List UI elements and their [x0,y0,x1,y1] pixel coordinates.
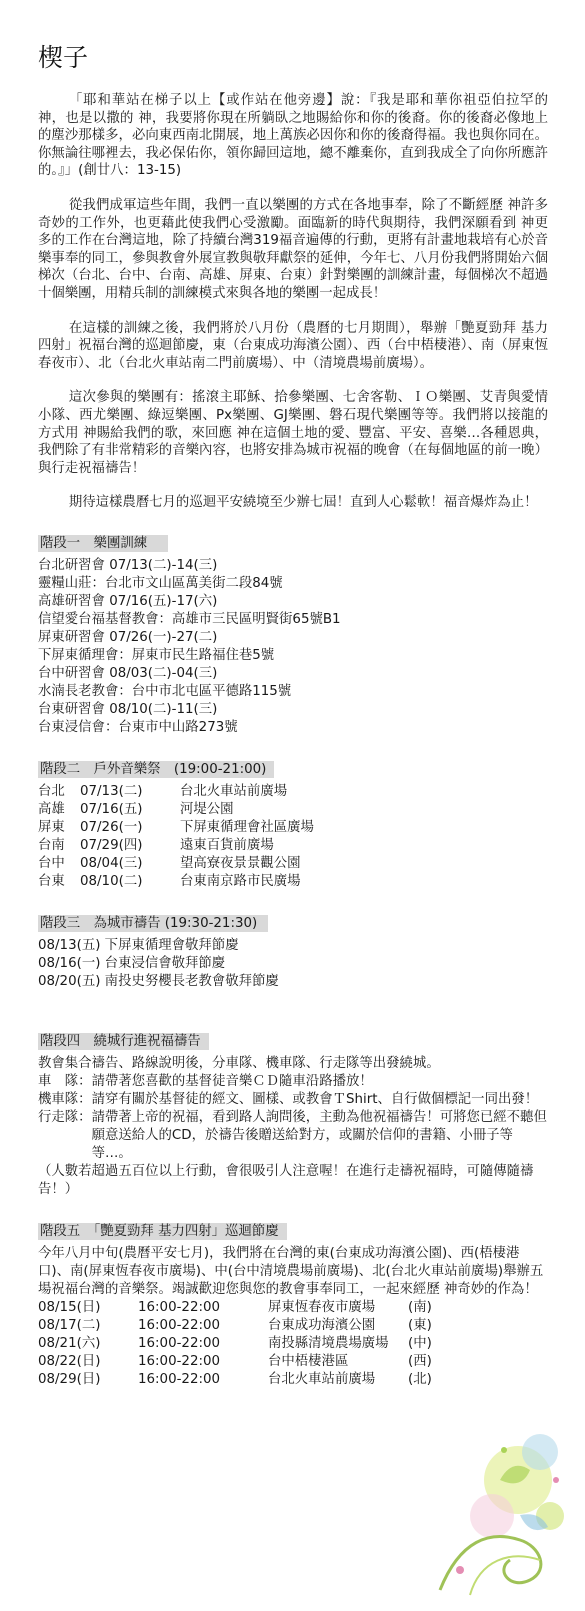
team-label: 車 隊： [38,1073,92,1089]
date-cell: 08/29(日) [38,1371,101,1387]
direction-cell: (南) [408,1299,432,1315]
stage1-heading: 階段一 樂團訓練 [38,535,168,552]
stage5-intro: 今年八月中旬(農曆平安七月)，我們將在台灣的東(台東成功海濱公園)、西(梧棲港口)、南(屏東恆春夜市廣場)、中(台中清境農場前廣場)、北(台北火車站前廣場)舉辦五場祝福台灣的音樂祭。竭誠歡迎您與您的教會事奉同工，一起來經歷 神奇妙的作為！ [38,1245,544,1297]
stage5-heading: 階段五 「艷夏勁拜 基力四射」巡迴節慶 [38,1223,287,1240]
stage4-section [38,1027,548,1199]
table-row [38,1335,432,1353]
stage1-item [38,557,548,593]
place-cell: 河堤公園 [180,801,234,817]
place-cell: 台東成功海濱公園 [268,1317,376,1333]
stage1-item [38,629,548,665]
workshop-date: 屏東研習會 07/26(一)-27(二) [38,629,218,645]
stage2-heading: 階段二 戶外音樂祭 (19:00-21:00) [38,761,274,778]
stage2-section [38,755,548,891]
festival-paragraph: 在這樣的訓練之後，我們將於八月份（農曆的七月期間），舉辦「艷夏勁拜 基力四射」祝福台灣的巡迴節慶，東（台東成功海濱公園）、西（台中梧棲港）、南（屏東恆春夜市）、北（台北火車站南二門前廣場）、中（清境農場前廣場）。 [38,320,548,371]
date-cell: 08/21(六) [38,1335,101,1351]
stage1-item [38,593,548,629]
city-cell: 台北 [38,783,65,799]
time-cell: 16:00-22:00 [138,1353,221,1369]
festival-table [38,1299,432,1389]
date-cell: 07/29(四) [80,837,143,853]
stage3-section [38,909,548,991]
team-label: 機車隊： [38,1091,92,1107]
workshop-venue: 台東浸信會：台東市中山路273號 [38,719,238,735]
stage1-item [38,665,548,701]
workshop-venue: 下屏東循理會：屏東市民生路福住巷5號 [38,647,275,663]
stage3-heading: 階段三 為城市禱告 (19:30-21:30) [38,915,268,932]
table-row [38,1299,432,1317]
table-row [38,855,314,873]
workshop-date: 台北研習會 07/13(二)-14(三) [38,557,218,573]
place-cell: 下屏東循理會社區廣場 [180,819,314,835]
place-cell: 南投縣清境農場廣場 [268,1335,389,1351]
time-cell: 16:00-22:00 [138,1371,221,1387]
date-cell: 08/04(三) [80,855,143,871]
city-cell: 台中 [38,855,65,871]
city-cell: 台南 [38,837,65,853]
date-cell: 08/10(二) [80,873,143,889]
city-cell: 屏東 [38,819,65,835]
page-title: 楔子 [38,43,89,72]
date-cell: 08/15(日) [38,1299,101,1315]
table-row [38,873,314,891]
table-row [38,819,314,837]
stage5-section [38,1217,548,1389]
place-cell: 屏東恆春夜市廣場 [268,1299,376,1315]
time-cell: 16:00-22:00 [138,1299,221,1315]
city-cell: 台東 [38,873,65,889]
workshop-venue: 水湳長老教會：台中市北屯區平德路115號 [38,683,292,699]
date-cell: 08/22(日) [38,1353,101,1369]
team-item [38,1091,548,1109]
place-cell: 台北火車站前廣場 [180,783,288,799]
stage4-note: （人數若超過五百位以上行動，會很吸引人注意喔！在進行走禱祝福時，可隨傳隨禱告！） [38,1163,534,1197]
place-cell: 台東南京路市民廣場 [180,873,301,889]
table-row [38,801,314,819]
workshop-date: 高雄研習會 07/16(五)-17(六) [38,593,218,609]
stage1-section [38,529,548,737]
bands-paragraph: 這次參與的樂團有：搖滾主耶穌、拾參樂團、七舍客勒、ＩＯ樂團、艾青與愛情小隊、西尤樂團、綠逗樂團、Px樂團、GJ樂團、磐石現代樂團等等。我們將以接龍的方式用 神賜給我們的歌，來回應 神在這個土地的愛、豐富、平安、喜樂…各種恩典，我們除了有非常精彩的音樂內容，也將安排為城市祝福的晚會（在每個地區的前一晚）與行走祝福禱告！ [38,390,548,476]
direction-cell: (中) [408,1335,432,1351]
direction-cell: (北) [408,1371,432,1387]
floral-decoration-graphic [400,1420,570,1600]
stage4-heading: 階段四 繞城行進祝福禱告 [38,1033,209,1050]
city-cell: 高雄 [38,801,65,817]
place-cell: 台中梧棲港區 [268,1353,349,1369]
prayer-event: 08/16(一) 台東浸信會敬拜節慶 [38,955,226,971]
team-text: 請帶著上帝的祝福，看到路人詢問後，主動為他祝福禱告！可將您已經不聽但願意送給人的CD，於禱告後贈送給對方，或關於信仰的書籍、小冊子等等…。 [91,1109,547,1161]
team-label: 行走隊： [38,1109,92,1125]
direction-cell: (東) [408,1317,432,1333]
time-cell: 16:00-22:00 [138,1335,221,1351]
scripture-paragraph: 「耶和華站在梯子以上【或作站在他旁邊】說：『我是耶和華你祖亞伯拉罕的 神，也是以撒的 神，我要將你現在所躺臥之地賜給你和你的後裔。你的後裔必像地上的塵沙那樣多，必向東西南北開展，地上萬族必因你和你的後裔得福。我也與你同在。你無論往哪裡去，我必保佑你，領你歸回這地，總不離棄你，直到我成全了向你所應許的。』」(創廿八：13-15) [38,93,548,179]
time-cell: 16:00-22:00 [138,1317,221,1333]
workshop-venue: 靈糧山莊：台北市文山區萬美街二段84號 [38,575,283,591]
direction-cell: (西) [408,1353,432,1369]
place-cell: 台北火車站前廣場 [268,1371,376,1387]
workshop-date: 台東研習會 08/10(二)-11(三) [38,701,218,717]
date-cell: 07/13(二) [80,783,143,799]
hope-paragraph: 期待這樣農曆七月的巡迴平安繞境至少辦七屆！直到人心鬆軟！福音爆炸為止！ [68,495,538,511]
date-cell: 07/16(五) [80,801,143,817]
table-row [38,1353,432,1371]
concert-table [38,783,314,891]
date-cell: 08/17(二) [38,1317,101,1333]
team-item [38,1109,548,1163]
place-cell: 遠東百貨前廣場 [180,837,274,853]
prayer-event: 08/20(五) 南投史努櫻長老教會敬拜節慶 [38,973,279,989]
table-row [38,1371,432,1389]
workshop-date: 台中研習會 08/03(二)-04(三) [38,665,218,681]
date-cell: 07/26(一) [80,819,143,835]
stage4-intro: 教會集合禱告、路線說明後，分車隊、機車隊、行走隊等出發繞城。 [38,1055,440,1071]
table-row [38,1317,432,1335]
team-text: 請帶著您喜歡的基督徒音樂ＣＤ隨車沿路播放！ [91,1073,373,1089]
place-cell: 望高寮夜景景觀公園 [180,855,301,871]
document-page [38,38,548,1389]
table-row [38,837,314,855]
table-row [38,783,314,801]
stage1-item [38,701,548,737]
intro-paragraph: 從我們成軍這些年間，我們一直以樂團的方式在各地事奉，除了不斷經歷 神許多奇妙的工作外，也更藉此使我們心受激勵。面臨新的時代與期待，我們深願看到 神更多的工作在台灣這地，除了持續台灣319福音遍傳的行動，更將有計畫地栽培有心於音樂事奉的同工，參與教會外展宣教與敬拜獻祭的延伸，今年七、八月份我們將開始六個梯次（台北、台中、台南、高雄、屏東、台東）針對樂團的訓練計畫，每個梯次不超過十個樂團，用精兵制的訓練模式來與各地的樂團一起成長！ [38,197,548,301]
team-item [38,1073,548,1091]
workshop-venue: 信望愛台福基督教會：高雄市三民區明賢街65號B1 [38,611,341,627]
prayer-event: 08/13(五) 下屏東循理會敬拜節慶 [38,937,239,953]
team-text: 請穿有關於基督徒的經文、圖樣、或教會ＴShirt、自行做個標記一同出發！ [91,1091,539,1107]
